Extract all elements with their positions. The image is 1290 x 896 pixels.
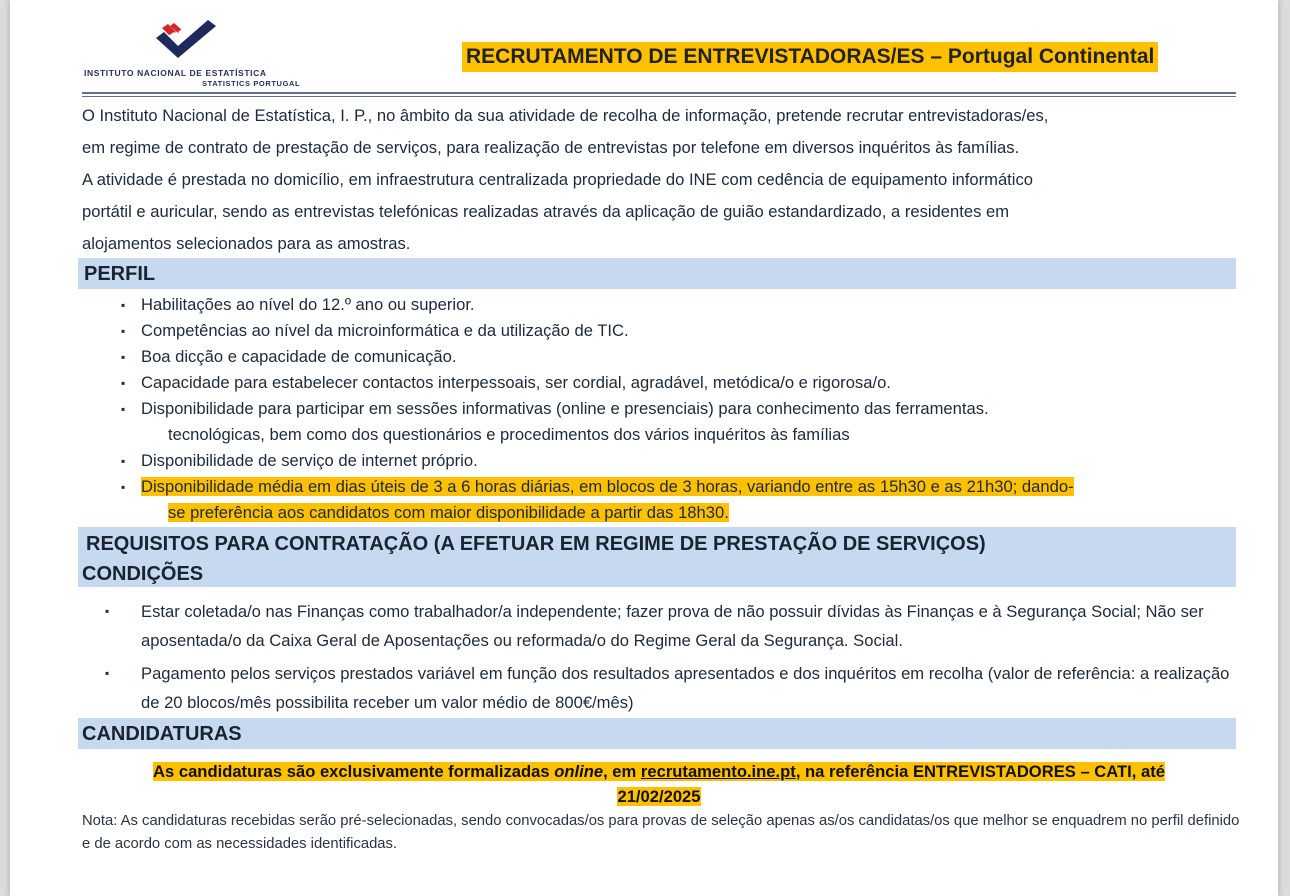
- logo-subtitle: STATISTICS PORTUGAL: [202, 79, 301, 88]
- list-item-continuation: se preferência aos candidatos com maior disponibilidade a partir das 18h30.: [168, 503, 729, 522]
- intro-line: em regime de contrato de prestação de serviços, para realização de entrevistas por telefone em diversos inquéritos às famílias.: [82, 138, 1020, 157]
- list-item-continuation: tecnológicas, bem como dos questionários e procedimentos dos vários inquéritos às famílias: [168, 425, 850, 444]
- requisitos-heading: REQUISITOS PARA CONTRATAÇÃO (A EFETUAR EM REGIME DE PRESTAÇÃO DE SERVIÇOS): [86, 533, 986, 555]
- list-item: ▪ Boa dicção e capacidade de comunicação.: [141, 344, 457, 370]
- bullet-icon: ▪: [121, 402, 126, 416]
- condicoes-heading: CONDIÇÕES: [82, 563, 204, 585]
- intro-line: A atividade é prestada no domicílio, em infraestrutura centralizada propriedade do INE com cedência de equipamento informático: [82, 170, 1033, 189]
- intro-paragraph: [82, 100, 1242, 260]
- intro-line: portátil e auricular, sendo as entrevistas telefónicas realizadas através da aplicação de guião estandardizado, a residentes em: [82, 202, 1010, 221]
- bullet-icon: ▪: [121, 350, 126, 364]
- intro-line: alojamentos selecionados para as amostras.: [82, 234, 411, 253]
- document-page: [10, 0, 1278, 896]
- logo-name: INSTITUTO NACIONAL DE ESTATÍSTICA: [84, 68, 267, 78]
- ine-checkmark-icon: [154, 18, 218, 60]
- recruitment-link[interactable]: recrutamento.ine.pt: [640, 762, 796, 781]
- page-title: RECRUTAMENTO DE ENTREVISTADORAS/ES – Portugal Continental: [462, 42, 1158, 72]
- list-item: ▪ Pagamento pelos serviços prestados variável em função dos resultados apresentados e dos inquéritos em recolha (valor de referência: a realização de 20 blocos/mês possibilita receber um valor médio de 800€/mês): [141, 659, 1236, 717]
- bullet-icon: ▪: [105, 604, 110, 618]
- bullet-icon: ▪: [121, 376, 126, 390]
- list-item: ▪ Capacidade para estabelecer contactos interpessoais, ser cordial, agradável, metódica/o e rigorosa/o.: [141, 370, 891, 396]
- note-text: Nota: As candidaturas recebidas serão pré-selecionadas, sendo convocadas/os para provas de seleção apenas as/os candidatas/os que melhor se enquadrem no perfil definido e de acordo com as necessidades identificadas.: [82, 813, 1240, 852]
- list-item: ▪ Competências ao nível da microinformática e da utilização de TIC.: [141, 318, 629, 344]
- perfil-heading: PERFIL: [84, 263, 156, 285]
- bullet-icon: ▪: [121, 298, 126, 312]
- intro-line: O Instituto Nacional de Estatística, I. P., no âmbito da sua atividade de recolha de informação, pretende recrutar entrevistadoras/es,: [82, 106, 1049, 125]
- candidaturas-line: As candidaturas são exclusivamente formalizadas online, em recrutamento.ine.pt, na referência ENTREVISTADORES – CATI, até: [153, 762, 1165, 781]
- perfil-band: [78, 258, 1236, 289]
- bullet-icon: ▪: [121, 454, 126, 468]
- bullet-icon: ▪: [121, 324, 126, 338]
- list-item: ▪ Estar coletada/o nas Finanças como trabalhador/a independente; fazer prova de não possuir dívidas às Finanças e à Segurança Social; Não ser aposentada/o da Caixa Geral de Aposentações ou reformada/o do Regime Geral da Segurança. Social.: [141, 597, 1236, 655]
- deadline-date: 21/02/2025: [617, 787, 701, 806]
- candidaturas-text: [76, 759, 1242, 809]
- title-rule-thin: [82, 96, 1236, 97]
- ine-logo: [84, 18, 304, 90]
- list-item: ▪ Disponibilidade para participar em sessões informativas (online e presenciais) para conhecimento das ferramentas.: [141, 396, 989, 422]
- bullet-icon: ▪: [105, 666, 110, 680]
- title-rule: [82, 92, 1236, 94]
- list-item: ▪ Disponibilidade de serviço de internet próprio.: [141, 448, 478, 474]
- list-item: ▪ Habilitações ao nível do 12.º ano ou superior.: [141, 292, 475, 318]
- candidaturas-band: [78, 718, 1236, 749]
- list-item-highlighted: ▪ Disponibilidade média em dias úteis de 3 a 6 horas diárias, em blocos de 3 horas, variando entre as 15h30 e as 21h30; dando-: [141, 474, 1074, 500]
- candidaturas-heading: CANDIDATURAS: [82, 723, 242, 745]
- bullet-icon: ▪: [121, 480, 126, 494]
